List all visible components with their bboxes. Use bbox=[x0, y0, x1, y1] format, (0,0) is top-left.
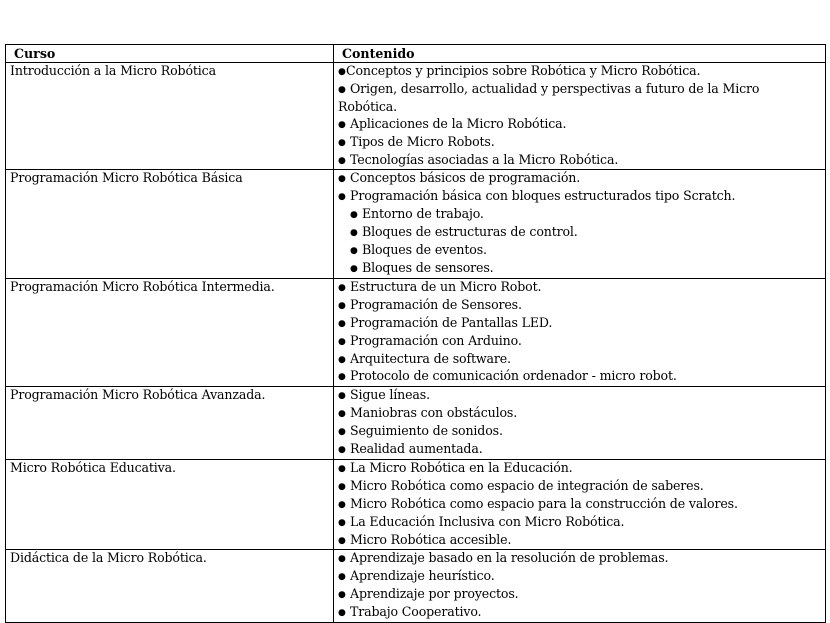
topic-list bbox=[338, 550, 821, 622]
topic-item bbox=[338, 405, 821, 423]
topic-item bbox=[338, 333, 821, 351]
topic-text: Micro Robótica como espacio para la construcción de valores. bbox=[350, 495, 738, 511]
table-row bbox=[6, 387, 826, 460]
sub-topic-item bbox=[338, 260, 821, 278]
bullet-icon: ● bbox=[338, 554, 346, 565]
topic-list bbox=[338, 170, 821, 277]
bullet-icon: ● bbox=[338, 535, 346, 546]
topic-text: Programación básica con bloques estructurados tipo Scratch. bbox=[350, 188, 736, 204]
course-content-cell bbox=[334, 550, 826, 623]
topic-text: Conceptos y principios sobre Robótica y Micro Robótica. bbox=[346, 63, 701, 78]
bullet-icon: ● bbox=[338, 192, 346, 203]
bullet-icon: ● bbox=[350, 263, 358, 274]
topic-item bbox=[338, 550, 821, 568]
sub-topic-item bbox=[338, 206, 821, 224]
header-contenido: Contenido bbox=[334, 45, 826, 63]
topic-text: Origen, desarrollo, actualidad y perspectivas a futuro de la Micro Robótica. bbox=[338, 80, 760, 114]
bullet-icon: ● bbox=[338, 427, 346, 438]
course-name-cell: Programación Micro Robótica Básica bbox=[6, 170, 334, 278]
topic-text: Bloques de estructuras de control. bbox=[362, 224, 578, 240]
topic-item bbox=[338, 441, 821, 459]
course-name-cell: Micro Robótica Educativa. bbox=[6, 459, 334, 550]
document-page bbox=[5, 44, 825, 623]
topic-text: Bloques de sensores. bbox=[362, 259, 494, 275]
topic-text: Seguimiento de sonidos. bbox=[350, 423, 503, 439]
topic-text: Programación de Sensores. bbox=[350, 296, 522, 312]
topic-list bbox=[338, 63, 821, 169]
bullet-icon: ● bbox=[338, 155, 346, 166]
bullet-icon: ● bbox=[350, 210, 358, 221]
course-content-cell bbox=[334, 170, 826, 278]
bullet-icon: ● bbox=[338, 481, 346, 492]
topic-text: Micro Robótica accesible. bbox=[350, 531, 512, 547]
topic-item bbox=[338, 170, 821, 188]
topic-item bbox=[338, 532, 821, 550]
course-content-cell bbox=[334, 459, 826, 550]
table-header-row bbox=[6, 45, 826, 63]
topic-item bbox=[338, 279, 821, 297]
bullet-icon: ● bbox=[338, 463, 346, 474]
table-row bbox=[6, 459, 826, 550]
bullet-icon: ● bbox=[338, 67, 346, 77]
topic-text: Maniobras con obstáculos. bbox=[350, 405, 518, 421]
bullet-icon: ● bbox=[338, 391, 346, 402]
course-table bbox=[5, 44, 826, 623]
table-body bbox=[6, 63, 826, 623]
course-content-cell bbox=[334, 63, 826, 170]
bullet-icon: ● bbox=[338, 445, 346, 456]
topic-text: Micro Robótica como espacio de integración de saberes. bbox=[350, 477, 704, 493]
topic-item bbox=[338, 368, 821, 386]
topic-text: Realidad aumentada. bbox=[350, 441, 483, 457]
sub-topic-item bbox=[338, 224, 821, 242]
bullet-icon: ● bbox=[338, 336, 346, 347]
course-name-cell: Programación Micro Robótica Avanzada. bbox=[6, 387, 334, 460]
bullet-icon: ● bbox=[338, 608, 346, 619]
bullet-icon: ● bbox=[338, 499, 346, 510]
topic-text: Programación de Pantallas LED. bbox=[350, 314, 553, 330]
topic-text: Entorno de trabajo. bbox=[362, 206, 484, 222]
topic-item bbox=[338, 460, 821, 478]
bullet-icon: ● bbox=[338, 372, 346, 383]
topic-item bbox=[338, 586, 821, 604]
topic-list bbox=[338, 387, 821, 459]
topic-item bbox=[338, 604, 821, 622]
bullet-icon: ● bbox=[338, 174, 346, 185]
topic-item bbox=[338, 188, 821, 206]
bullet-icon: ● bbox=[338, 318, 346, 329]
topic-text: Sigue líneas. bbox=[350, 387, 430, 403]
bullet-icon: ● bbox=[338, 84, 346, 95]
topic-item bbox=[338, 152, 821, 170]
course-name-cell: Programación Micro Robótica Intermedia. bbox=[6, 278, 334, 386]
bullet-icon: ● bbox=[338, 119, 346, 130]
topic-text: Conceptos básicos de programación. bbox=[350, 170, 581, 186]
topic-text: La Educación Inclusiva con Micro Robótica. bbox=[350, 513, 625, 529]
topic-text: Tecnologías asociadas a la Micro Robótica. bbox=[350, 151, 619, 167]
course-name-cell: Didáctica de la Micro Robótica. bbox=[6, 550, 334, 623]
table-row bbox=[6, 550, 826, 623]
topic-item bbox=[338, 63, 821, 81]
topic-item bbox=[338, 315, 821, 333]
course-content-cell bbox=[334, 278, 826, 386]
topic-text: Trabajo Cooperativo. bbox=[350, 604, 482, 620]
topic-text: Aplicaciones de la Micro Robótica. bbox=[350, 115, 567, 131]
sub-topic-item bbox=[338, 242, 821, 260]
bullet-icon: ● bbox=[338, 517, 346, 528]
topic-text: Protocolo de comunicación ordenador - micro robot. bbox=[350, 368, 677, 384]
header-curso: Curso bbox=[6, 45, 334, 63]
topic-item bbox=[338, 116, 821, 134]
topic-item bbox=[338, 423, 821, 441]
topic-text: Tipos de Micro Robots. bbox=[350, 133, 495, 149]
table-row bbox=[6, 63, 826, 170]
topic-text: Arquitectura de software. bbox=[350, 350, 511, 366]
topic-item bbox=[338, 568, 821, 586]
topic-item bbox=[338, 478, 821, 496]
topic-text: La Micro Robótica en la Educación. bbox=[350, 459, 573, 475]
topic-text: Aprendizaje heurístico. bbox=[350, 568, 495, 584]
topic-item bbox=[338, 134, 821, 152]
bullet-icon: ● bbox=[338, 409, 346, 420]
bullet-icon: ● bbox=[338, 590, 346, 601]
topic-text: Estructura de un Micro Robot. bbox=[350, 278, 542, 294]
course-name-cell: Introducción a la Micro Robótica bbox=[6, 63, 334, 170]
topic-item bbox=[338, 387, 821, 405]
bullet-icon: ● bbox=[350, 228, 358, 239]
bullet-icon: ● bbox=[338, 300, 346, 311]
bullet-icon: ● bbox=[350, 246, 358, 257]
topic-list bbox=[338, 279, 821, 386]
topic-text: Aprendizaje basado en la resolución de problemas. bbox=[350, 550, 669, 566]
topic-text: Aprendizaje por proyectos. bbox=[350, 586, 519, 602]
bullet-icon: ● bbox=[338, 354, 346, 365]
topic-item bbox=[338, 81, 821, 116]
topic-text: Programación con Arduino. bbox=[350, 332, 522, 348]
bullet-icon: ● bbox=[338, 572, 346, 583]
bullet-icon: ● bbox=[338, 282, 346, 293]
topic-item bbox=[338, 496, 821, 514]
table-row bbox=[6, 278, 826, 386]
topic-item bbox=[338, 351, 821, 369]
topic-item bbox=[338, 297, 821, 315]
topic-item bbox=[338, 514, 821, 532]
table-row bbox=[6, 170, 826, 278]
topic-text: Bloques de eventos. bbox=[362, 242, 487, 258]
bullet-icon: ● bbox=[338, 137, 346, 148]
topic-list bbox=[338, 460, 821, 550]
course-content-cell bbox=[334, 387, 826, 460]
